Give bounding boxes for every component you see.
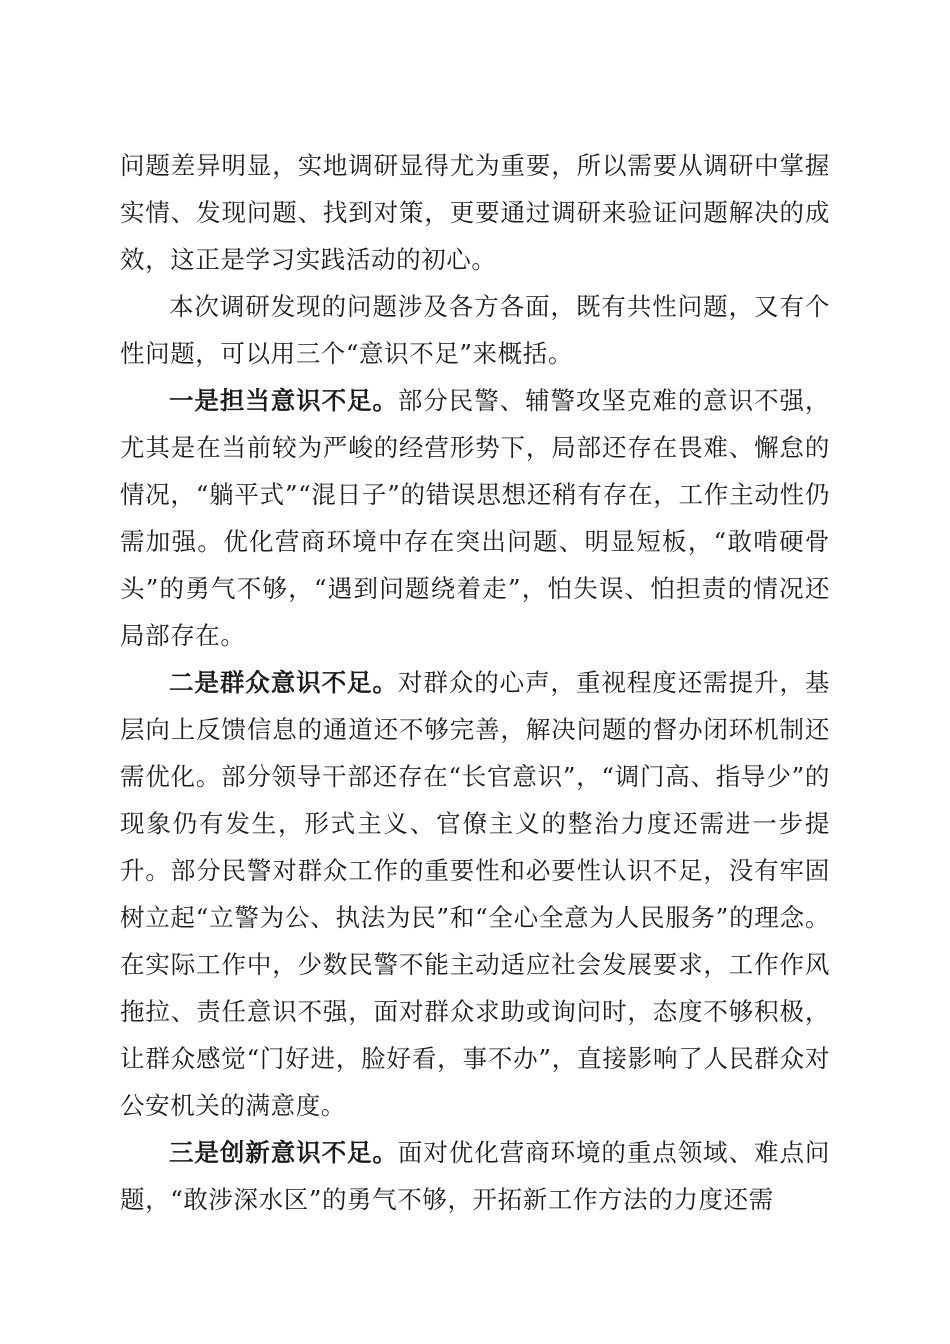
paragraph-lead: 二是群众意识不足。 [169, 668, 398, 697]
paragraph-text: 对群众的心声，重视程度还需提升，基层向上反馈信息的通道还不够完善，解决问题的督办闭环机制还需优化。部分领导干部还存在“长官意识”，“调门高、指导少”的现象仍有发生，形式主义、官僚主义的整治力度还需进一步提升。部分民警对群众工作的重要性和必要性认识不足，没有牢固树立起“立警为公、执法为民”和“全心全意为人民服务”的理念。在实际工作中，少数民警不能主动适应社会发展要求，工作作风拖拉、责任意识不强，面对群众求助或询问时，态度不够积极，让群众感觉“门好进，脸好看，事不办”，直接影响了人民群众对公安机关的满意度。 [120, 668, 830, 1120]
paragraph-continuation [120, 142, 830, 283]
paragraph-responsibility [120, 377, 830, 659]
document-body [120, 142, 830, 1223]
paragraph-text: 面对优化营商环境的重点领域、难点问题，“敢涉深水区”的勇气不够，开拓新工作方法的力度还需 [120, 1138, 830, 1214]
paragraph-lead: 一是担当意识不足。 [169, 386, 398, 415]
paragraph-innovation [120, 1129, 830, 1223]
paragraph-text: 部分民警、辅警攻坚克难的意识不强，尤其是在当前较为严峻的经营形势下，局部还存在畏难、懈怠的情况，“躺平式”“混日子”的错误思想还稍有存在，工作主动性仍需加强。优化营商环境中存在突出问题、明显短板，“敢啃硬骨头”的勇气不够，“遇到问题绕着走”，怕失误、怕担责的情况还局部存在。 [120, 386, 830, 650]
paragraph-text: 本次调研发现的问题涉及各方各面，既有共性问题，又有个性问题，可以用三个“意识不足”来概括。 [120, 292, 830, 368]
paragraph-text: 问题差异明显，实地调研显得尤为重要，所以需要从调研中掌握实情、发现问题、找到对策，更要通过调研来验证问题解决的成效，这正是学习实践活动的初心。 [120, 151, 830, 274]
paragraph-lead: 三是创新意识不足。 [169, 1138, 398, 1167]
paragraph-summary [120, 283, 830, 377]
paragraph-public-awareness [120, 659, 830, 1129]
